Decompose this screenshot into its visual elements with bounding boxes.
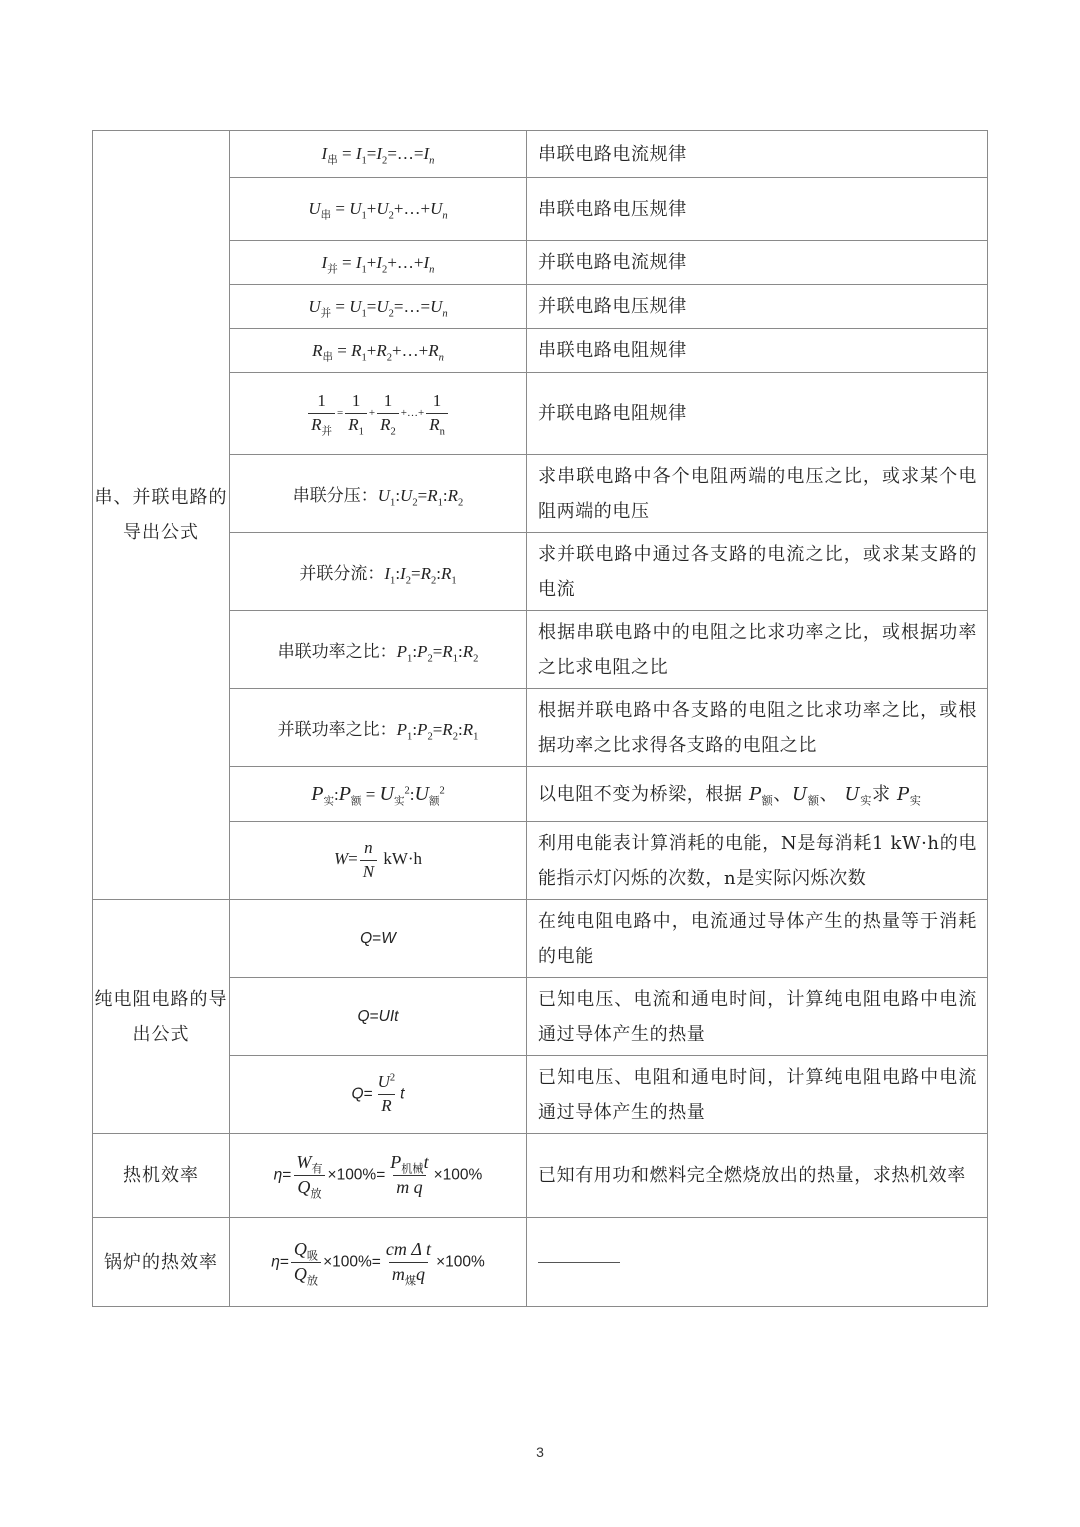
table-row [93, 1134, 988, 1218]
description-cell: 串联电路电阻规律 [527, 329, 988, 373]
table-row [93, 900, 988, 978]
description-cell: 已知电压、电阻和通电时间，计算纯电阻电路中电流通过导体产生的热量 [527, 1056, 988, 1134]
section-label: 热机效率 [93, 1134, 230, 1218]
description-cell: 并联电路电阻规律 [527, 373, 988, 455]
formula-cell: $\frac{1}{R_并}$ = $\frac{1}{R_1}$ + $\frac{1}{R_2}$ +…+ $\frac{1}{R_n}$ [230, 373, 527, 455]
formula-cell: Q=UIt [230, 978, 527, 1056]
description-cell: 以电阻不变为桥梁，根据 $P_额$、$U_额$、 $U_实$求 $P_实$ [527, 767, 988, 822]
formula-cell: $I_串$ = $I_1=I_2=\dots=I_n$ [230, 131, 527, 178]
formula-cell: 并联功率之比：$P_1:P_2=R_2:R_1$ [230, 689, 527, 767]
formula-cell: 串联分压：$U_1:U_2=R_1:R_2$ [230, 455, 527, 533]
formula-cell: Q= $\frac{U^2}{R}$ t [230, 1056, 527, 1134]
description-cell: 根据串联电路中的电阻之比求功率之比，或根据功率之比求电阻之比 [527, 611, 988, 689]
description-cell: 根据并联电路中各支路的电阻之比求功率之比，或根据功率之比求得各支路的电阻之比 [527, 689, 988, 767]
section-label: 锅炉的热效率 [93, 1218, 230, 1307]
formula-label: 并联分流： [299, 564, 385, 583]
formula-cell: Q=W [230, 900, 527, 978]
description-cell: 已知电压、电流和通电时间，计算纯电阻电路中电流通过导体产生的热量 [527, 978, 988, 1056]
formula-cell: η= $\frac{W_有}{Q_放}$ ×100%= $\frac{P_{机械}t}{\text{m q}}$ ×100% [230, 1134, 527, 1218]
section-label: 串、并联电路的导出公式 [93, 131, 230, 900]
description-cell: 利用电能表计算消耗的电能，N是每消耗1 kW·h的电能指示灯闪烁的次数，n是实际闪烁次数 [527, 822, 988, 900]
formula-table [92, 130, 988, 1307]
formula-label: 并联功率之比： [277, 720, 397, 739]
description-cell: 串联电路电压规律 [527, 178, 988, 241]
formula-cell: $P_实:P_额$ = $U_实^2:U_额^2$ [230, 767, 527, 822]
description-cell: 求串联电路中各个电阻两端的电压之比，或求某个电阻两端的电压 [527, 455, 988, 533]
formula-label: 串联功率之比： [277, 642, 397, 661]
description-cell: 在纯电阻电路中，电流通过导体产生的热量等于消耗的电能 [527, 900, 988, 978]
description-cell: 求并联电路中通过各支路的电流之比，或求某支路的电流 [527, 533, 988, 611]
dash-line [538, 1262, 620, 1263]
description-text: 以电阻不变为桥梁，根据 [538, 783, 743, 805]
formula-cell: 并联分流：$I_1:I_2=R_2:R_1$ [230, 533, 527, 611]
empty-description-cell [527, 1218, 988, 1307]
table-row [93, 1218, 988, 1307]
formula-cell: W= $\frac{n}{N}$ kW·h [230, 822, 527, 900]
description-cell: 并联电路电流规律 [527, 241, 988, 285]
description-cell: 并联电路电压规律 [527, 285, 988, 329]
formula-cell: 串联功率之比：$P_1:P_2=R_1:R_2$ [230, 611, 527, 689]
formula-label: 串联分压： [292, 486, 378, 505]
description-cell: 已知有用功和燃料完全燃烧放出的热量，求热机效率 [527, 1134, 988, 1218]
formula-cell: $U_串$ = $U_1+U_2+\dots+U_n$ [230, 178, 527, 241]
table-row [93, 131, 988, 178]
formula-cell: $R_串$ = $R_1+R_2+\dots+R_n$ [230, 329, 527, 373]
section-label: 纯电阻电路的导出公式 [93, 900, 230, 1134]
page-number: 3 [536, 1444, 544, 1460]
formula-cell: η= $\frac{Q_吸}{Q_放}$ ×100%= $\frac{\text{cm Δ t}}{m_煤q}$ ×100% [230, 1218, 527, 1307]
formula-cell: $I_并$ = $I_1+I_2+\dots+I_n$ [230, 241, 527, 285]
formula-cell: $U_并$ = $U_1=U_2=\dots=U_n$ [230, 285, 527, 329]
description-cell: 串联电路电流规律 [527, 131, 988, 178]
